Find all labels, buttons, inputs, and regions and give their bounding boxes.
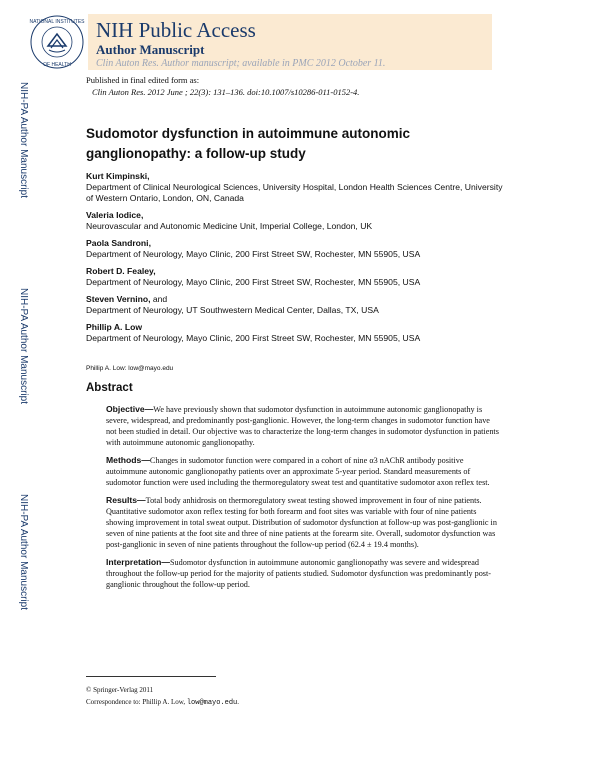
author-affiliation: Neurovascular and Autonomic Medicine Unit, Imperial College, London, UK	[86, 221, 373, 231]
correspondence-email[interactable]: low@mayo.edu	[186, 699, 238, 707]
author-affiliation: Department of Neurology, UT Southwestern Medical Center, Dallas, TX, USA	[86, 305, 379, 315]
abstract-body	[106, 404, 502, 597]
author-name: Steven Vernino	[86, 294, 149, 304]
svg-text:OF HEALTH: OF HEALTH	[43, 62, 71, 68]
contact-email: Phillip A. Low: low@mayo.edu	[86, 365, 174, 372]
author-name: Phillip A. Low	[86, 322, 143, 332]
author-list	[86, 171, 506, 350]
correspondence-suffix: .	[237, 698, 240, 706]
sidebar-label-top: NIH-PA Author Manuscript	[18, 82, 29, 198]
abstract-text: We have previously shown that sudomotor dysfunction in autoimmune autonomic ganglionopathy is severe, widespread, and predominantly post-ganglionic. However, the long-term changes in sudomotor function have not been studied in detail. Our objective was to characterize the long-term changes in sudomotor dysfunction in patients with autoimmune autonomic ganglionopathy.	[106, 405, 499, 447]
correspondence-prefix: Correspondence to: Phillip A. Low,	[86, 698, 187, 706]
publication-info	[86, 74, 359, 98]
abstract-text: Sudomotor dysfunction in autoimmune autonomic ganglionopathy was severe and widespread throughout the follow-up period for the majority of patients studied. Sudomotor dysfunction was predominantly post-ganglionic throughout the follow-up period.	[106, 558, 491, 589]
author-name: Paola Sandroni	[86, 238, 149, 248]
abstract-label: Results—	[106, 495, 146, 505]
author-entry	[86, 322, 506, 344]
author-entry: Steven Vernino, and Department of Neurology, UT Southwestern Medical Center, Dallas, TX, USA	[86, 294, 506, 316]
author-affiliation: Department of Neurology, Mayo Clinic, 200 First Street SW, Rochester, MN 55905, USA	[86, 249, 421, 259]
article-title: Sudomotor dysfunction in autoimmune autonomic ganglionopathy: a follow-up study	[86, 126, 410, 161]
abstract-text: Changes in sudomotor function were compared in a cohort of nine α3 nAChR antibody positive autoimmune autonomic ganglionopathy patients over an approximate 5-year period. Standard measurements of sudomotor function were used including the thermoregulatory sweat test and quantitative sudomotor axon reflex test.	[106, 456, 490, 487]
abstract-heading: Abstract	[86, 382, 133, 394]
abstract-section-results	[106, 495, 502, 550]
sidebar-label-middle: NIH-PA Author Manuscript	[18, 288, 29, 404]
correspondence-line	[86, 696, 239, 709]
author-entry: Paola Sandroni, Department of Neurology, Mayo Clinic, 200 First Street SW, Rochester, MN 55905, USA	[86, 238, 506, 260]
author-name: Robert D. Fealey	[86, 266, 154, 276]
publication-line2: Clin Auton Res. 2012 June ; 22(3): 131–136. doi:10.1007/s10286-011-0152-4.	[92, 87, 360, 97]
abstract-section-objective	[106, 404, 502, 448]
footnote-divider	[86, 676, 216, 677]
copyright-line: © Springer-Verlag 2011	[86, 686, 154, 694]
author-affiliation: Department of Neurology, Mayo Clinic, 200 First Street SW, Rochester, MN 55905, USA	[86, 333, 421, 343]
author-entry: Robert D. Fealey, Department of Neurology, Mayo Clinic, 200 First Street SW, Rochester, MN 55905, USA	[86, 266, 506, 288]
author-affiliation: Department of Neurology, Mayo Clinic, 200 First Street SW, Rochester, MN 55905, USA	[86, 277, 421, 287]
abstract-label: Methods—	[106, 455, 150, 465]
author-affiliation: Department of Clinical Neurological Sciences, University Hospital, London Health Sciences Centre, University of Western Ontario, London, ON, Canada	[86, 182, 503, 203]
abstract-section-interpretation	[106, 557, 502, 590]
header-availability: Clin Auton Res. Author manuscript; available in PMC 2012 October 11.	[96, 58, 386, 69]
abstract-section-methods	[106, 455, 502, 488]
author-entry: Valeria Iodice, Neurovascular and Autonomic Medicine Unit, Imperial College, London, UK	[86, 210, 506, 232]
abstract-text: Total body anhidrosis on thermoregulatory sweat testing showed improvement in four of nine patients. Quantitative sudomotor axon reflex testing for both forearm and foot sites was variable with four of nine patients showing improvement in total sweat output. Distribution of sudomotor dysfunction at follow-up was post-ganglionic in seven of nine patients at the foot site and three of nine patients at the forearm site. Overall, sudomotor dysfunction was post-ganglionic in seven of nine patients throughout the follow-up period (62.4 ± 19.4 months).	[106, 496, 497, 549]
author-name: Kurt Kimpinski	[86, 171, 148, 181]
header-title: NIH Public Access	[96, 18, 256, 42]
sidebar-label-bottom: NIH-PA Author Manuscript	[18, 494, 29, 610]
abstract-label: Objective—	[106, 404, 154, 414]
header-subtitle: Author Manuscript	[96, 42, 205, 57]
author-name: Valeria Iodice	[86, 210, 141, 220]
publication-line1: Published in final edited form as:	[86, 75, 200, 85]
footnotes	[86, 684, 239, 709]
nih-logo	[28, 14, 86, 70]
svg-text:NATIONAL INSTITUTES: NATIONAL INSTITUTES	[29, 19, 85, 25]
abstract-label: Interpretation—	[106, 557, 170, 567]
author-entry: Kurt Kimpinski, Department of Clinical Neurological Sciences, University Hospital, London Health Sciences Centre, University of Western Ontario, London, ON, Canada	[86, 171, 506, 204]
